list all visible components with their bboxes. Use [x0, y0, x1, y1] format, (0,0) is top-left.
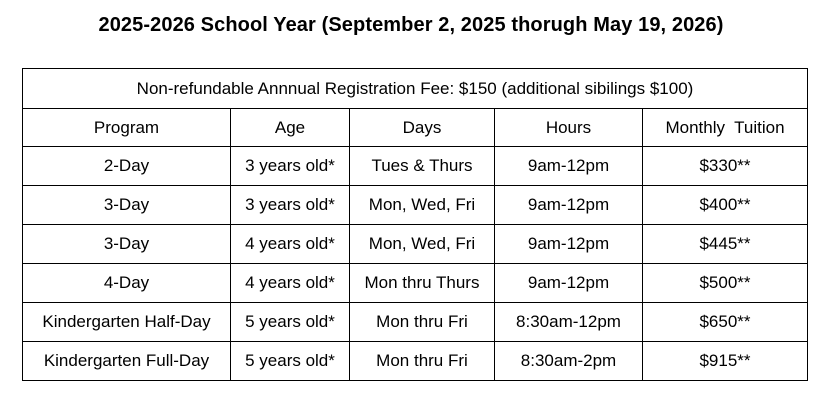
tuition-table: [22, 68, 808, 381]
column-header-monthly-tuition: Monthly Tuition: [643, 109, 808, 147]
cell-age: 3 years old*: [231, 186, 350, 225]
table-row: [23, 264, 808, 303]
cell-days: Mon, Wed, Fri: [350, 186, 495, 225]
column-header-age: Age: [231, 109, 350, 147]
page-title: 2025-2026 School Year (September 2, 2025 thorugh May 19, 2026): [98, 14, 724, 36]
cell-program: 3-Day: [23, 186, 231, 225]
cell-tuition: $915**: [643, 342, 808, 381]
cell-days: Mon thru Fri: [350, 303, 495, 342]
cell-hours: 9am-12pm: [495, 264, 643, 303]
cell-program: 2-Day: [23, 147, 231, 186]
cell-hours: 9am-12pm: [495, 147, 643, 186]
cell-program: 4-Day: [23, 264, 231, 303]
cell-days: Mon thru Fri: [350, 342, 495, 381]
cell-hours: 9am-12pm: [495, 225, 643, 264]
cell-age: 4 years old*: [231, 225, 350, 264]
cell-tuition: $445**: [643, 225, 808, 264]
cell-tuition: $500**: [643, 264, 808, 303]
column-header-hours: Hours: [495, 109, 643, 147]
cell-age: 4 years old*: [231, 264, 350, 303]
cell-tuition: $400**: [643, 186, 808, 225]
table-header-row: [23, 109, 808, 147]
column-header-days: Days: [350, 109, 495, 147]
table-row: [23, 186, 808, 225]
table-row: [23, 303, 808, 342]
cell-program: Kindergarten Half-Day: [23, 303, 231, 342]
cell-hours: 8:30am-2pm: [495, 342, 643, 381]
cell-program: Kindergarten Full-Day: [23, 342, 231, 381]
cell-age: 5 years old*: [231, 342, 350, 381]
cell-tuition: $330**: [643, 147, 808, 186]
registration-fee-note: Non-refundable Annnual Registration Fee: $150 (additional sibilings $100): [23, 69, 808, 109]
registration-fee-row: [23, 69, 808, 109]
cell-program: 3-Day: [23, 225, 231, 264]
table-row: [23, 147, 808, 186]
table-row: [23, 342, 808, 381]
column-header-program: Program: [23, 109, 231, 147]
cell-tuition: $650**: [643, 303, 808, 342]
cell-age: 5 years old*: [231, 303, 350, 342]
cell-hours: 8:30am-12pm: [495, 303, 643, 342]
cell-hours: 9am-12pm: [495, 186, 643, 225]
table-row: [23, 225, 808, 264]
cell-days: Tues & Thurs: [350, 147, 495, 186]
cell-days: Mon, Wed, Fri: [350, 225, 495, 264]
cell-days: Mon thru Thurs: [350, 264, 495, 303]
cell-age: 3 years old*: [231, 147, 350, 186]
